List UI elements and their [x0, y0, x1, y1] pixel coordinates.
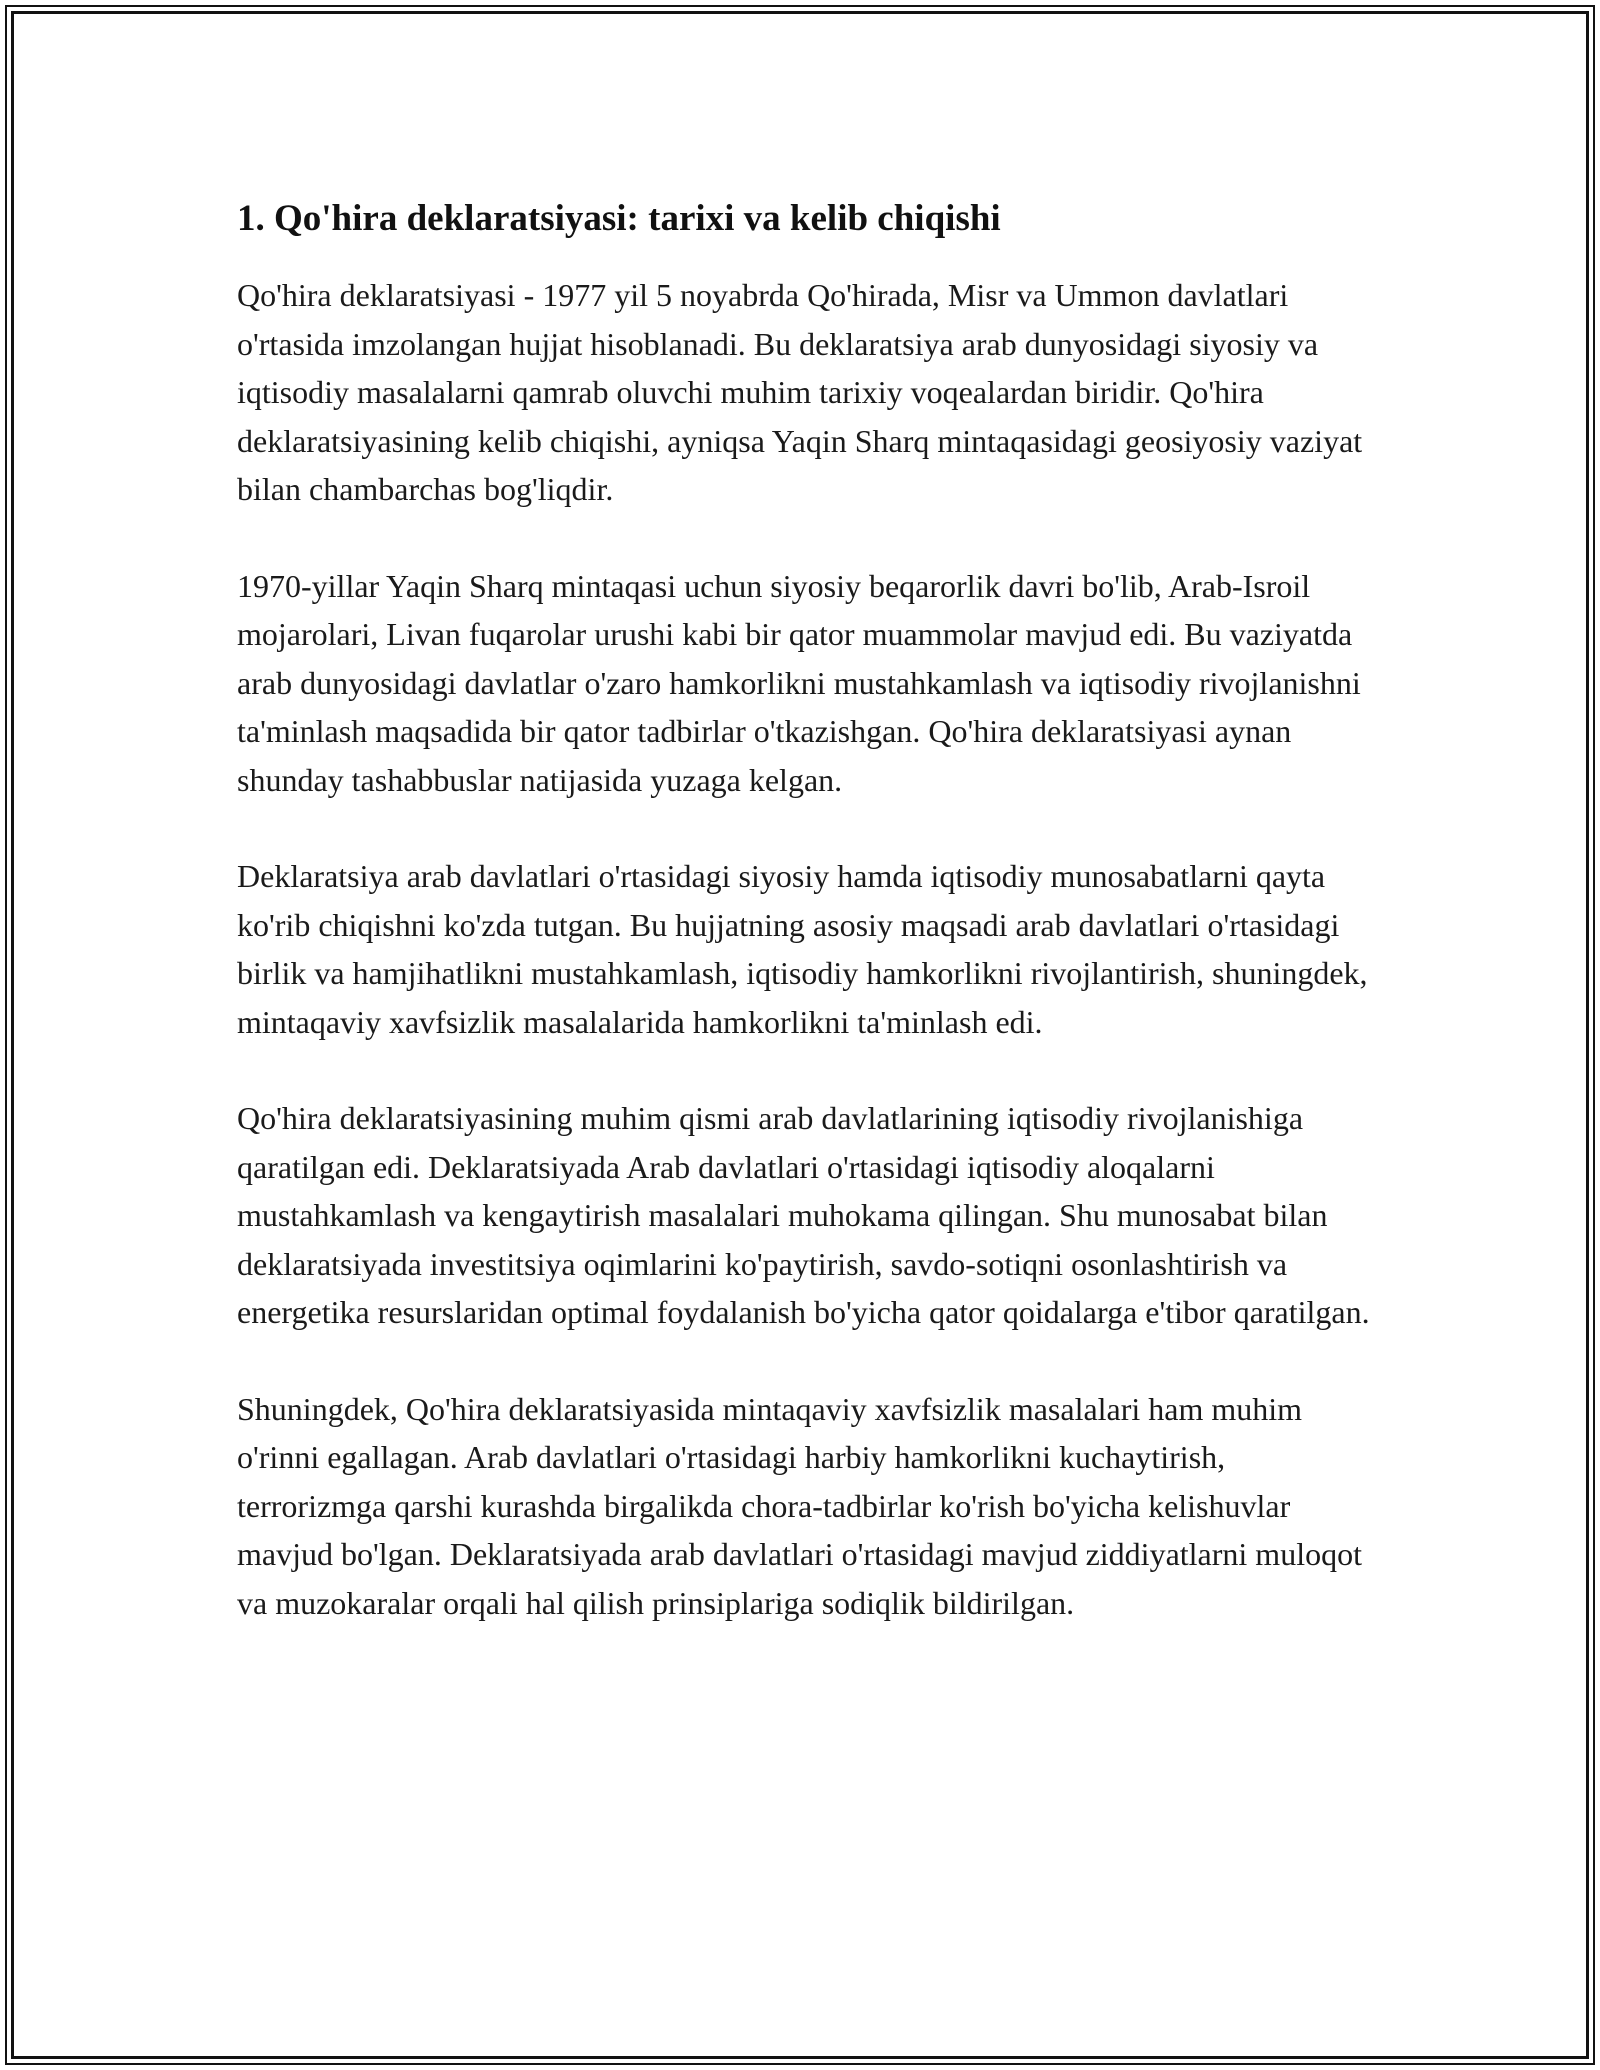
paragraph-1: Qo'hira deklaratsiyasi - 1977 yil 5 noyabrda Qo'hirada, Misr va Ummon davlatlari o'rtasida imzolangan hujjat hisoblanadi. Bu deklaratsiya arab dunyosidagi siyosiy va iqtisodiy masalalarni qamrab oluvchi muhim tarixiy voqealardan biridir. Qo'hira deklaratsiyasining kelib chiqishi, ayniqsa Yaqin Sharq mintaqasidagi geosiyosiy vaziyat bilan chambarchas bog'liqdir.: [237, 277, 1363, 507]
paragraph-5: Shuningdek, Qo'hira deklaratsiyasida mintaqaviy xavfsizlik masalalari ham muhim o'rinni egallagan. Arab davlatlari o'rtasidagi harbiy hamkorlikni kuchaytirish, terrorizmga qarshi kurashda birgalikda chora-tadbirlar ko'rish bo'yicha kelishuvlar mavjud bo'lgan. Deklaratsiyada arab davlatlari o'rtasidagi mavjud ziddiyatlarni muloqot va muzokaralar orqali hal qilish prinsiplariga sodiqlik bildirilgan.: [237, 1390, 1362, 1621]
page-border: [5, 5, 1595, 2065]
paragraph-4: Qo'hira deklaratsiyasining muhim qismi arab davlatlarining iqtisodiy rivojlanishiga qaratilgan edi. Deklaratsiyada Arab davlatlari o'rtasidagi iqtisodiy aloqalarni mustahkamlash va kengaytirish masalalari muhokama qilingan. Shu munosabat bilan deklaratsiyada investitsiya oqimlarini ko'paytirish, savdo-sotiqni osonlashtirish va energetika resurslaridan optimal foydalanish bo'yicha qator qoidalarga e'tibor qaratilgan.: [237, 1100, 1370, 1330]
section-heading: 1. Qo'hira deklaratsiyasi: tarixi va kelib chiqishi: [237, 198, 1001, 239]
paragraph-2: 1970-yillar Yaqin Sharq mintaqasi uchun siyosiy beqarorlik davri bo'lib, Arab-Isroil mojarolari, Livan fuqarolar urushi kabi bir qator muammolar mavjud edi. Bu vaziyatda arab dunyosidagi davlatlar o'zaro hamkorlikni mustahkamlash va iqtisodiy rivojlanishni ta'minlash maqsadida bir qator tadbirlar o'tkazishgan. Qo'hira deklaratsiyasi aynan shunday tashabbuslar natijasida yuzaga kelgan.: [237, 567, 1361, 798]
document-body: [237, 193, 1377, 1675]
paragraph-3: Deklaratsiya arab davlatlari o'rtasidagi siyosiy hamda iqtisodiy munosabatlarni qayta ko'rib chiqishni ko'zda tutgan. Bu hujjatning asosiy maqsadi arab davlatlari o'rtasidagi birlik va hamjihatlikni mustahkamlash, iqtisodiy hamkorlikni rivojlantirish, shuningdek, mintaqaviy xavfsizlik masalalarida hamkorlikni ta'minlash edi.: [237, 858, 1368, 1040]
